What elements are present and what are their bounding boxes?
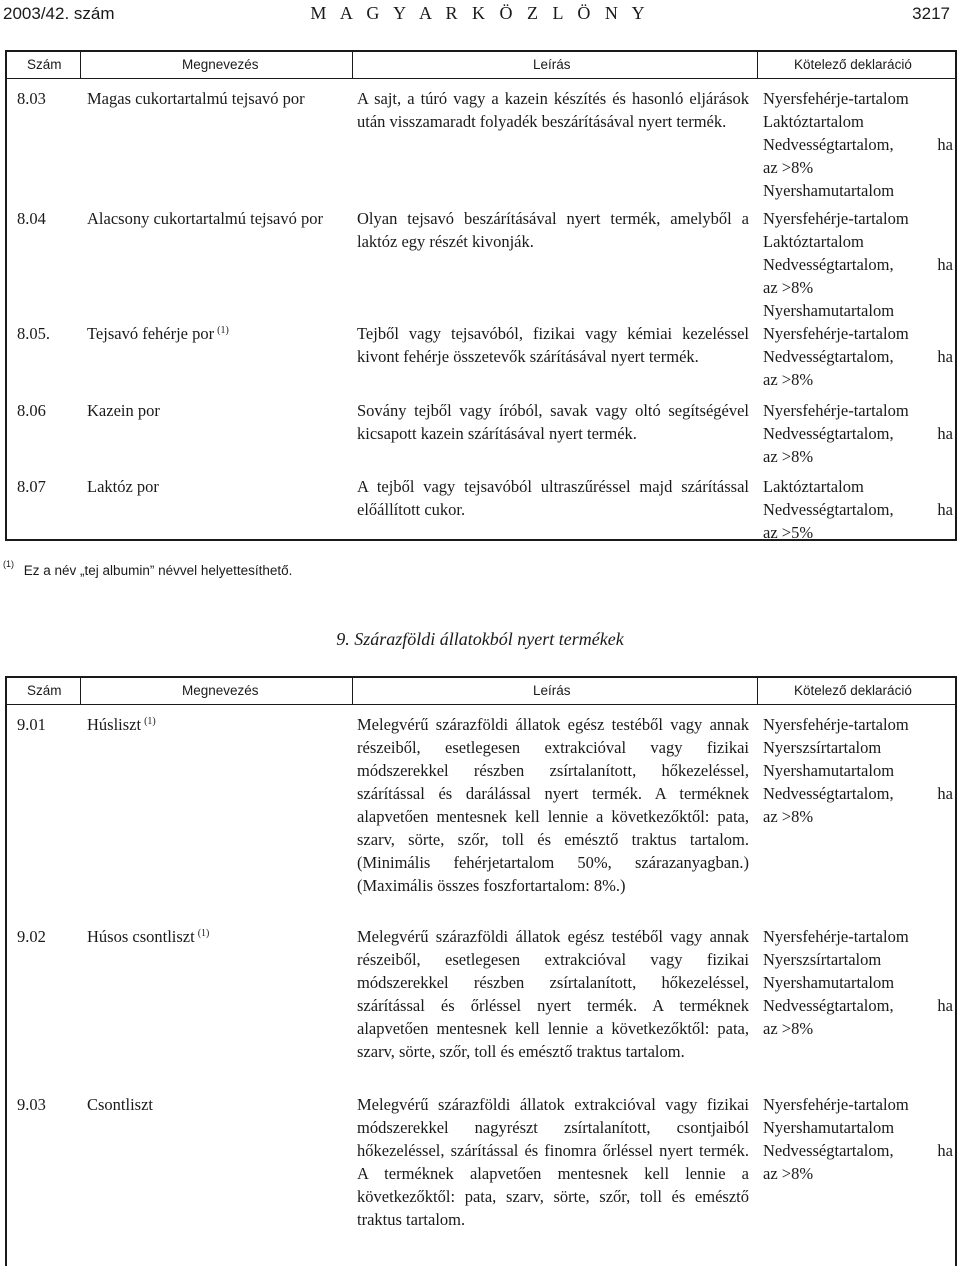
- table-header: [7, 52, 955, 79]
- row-number: 8.05.: [17, 324, 50, 343]
- row-declaration: [763, 322, 953, 391]
- journal-title: M A G Y A R K Ö Z L Ö N Y: [310, 3, 650, 23]
- footnote-text: Ez a név „tej albumin” névvel helyettesíthető.: [23, 563, 293, 578]
- running-header: [0, 0, 960, 30]
- declaration-item: Nedvességtartalom, ha: [763, 255, 953, 274]
- row-name: [87, 713, 349, 736]
- declaration-item: Nedvességtartalom, ha: [763, 135, 953, 154]
- declaration-item: Nyerszsírtartalom: [763, 738, 882, 757]
- declaration-item: Laktóztartalom: [763, 477, 864, 496]
- footnote: [3, 559, 293, 578]
- col-header-decl: Kötelező deklaráció: [794, 57, 912, 72]
- col-header-name: Megnevezés: [182, 683, 259, 698]
- row-name-text: Laktóz por: [87, 477, 159, 496]
- row-number: 9.02: [17, 927, 46, 946]
- declaration-item: az >8%: [763, 370, 814, 389]
- declaration-item: Nyershamutartalom: [763, 1118, 895, 1137]
- row-name-text: Húsos csontliszt: [87, 927, 195, 946]
- row-declaration: [763, 87, 953, 202]
- declaration-item: az >8%: [763, 1019, 814, 1038]
- row-name-text: Csontliszt: [87, 1095, 154, 1114]
- declaration-item: Nyersfehérje-tartalom: [763, 324, 909, 343]
- footnote-mark: (1): [3, 559, 14, 569]
- footnote-ref: (1): [217, 325, 229, 336]
- declaration-item: az >8%: [763, 807, 814, 826]
- page-number: 3217: [912, 4, 950, 23]
- row-name: [87, 399, 349, 422]
- col-header-name: Megnevezés: [182, 57, 259, 72]
- row-name: [87, 322, 349, 345]
- footnote-ref: (1): [197, 928, 210, 939]
- declaration-item: Nedvességtartalom, ha: [763, 1141, 953, 1160]
- row-number: 8.06: [17, 401, 46, 420]
- declaration-item: Nyersfehérje-tartalom: [763, 715, 909, 734]
- row-name-text: Alacsony cukortartalmú tejsavó por: [87, 209, 323, 228]
- section-title: 9. Szárazföldi állatokból nyert termékek: [336, 629, 624, 649]
- col-header-desc: Leírás: [533, 57, 571, 72]
- row-name-text: Kazein por: [87, 401, 160, 420]
- feed-table-8: [5, 50, 957, 541]
- col-header-num: Szám: [27, 683, 62, 698]
- row-description: Sovány tejből vagy íróból, savak vagy oltó segítségével kicsapott kazein szárításával nyert termék.: [357, 401, 749, 443]
- row-declaration: [763, 475, 953, 544]
- row-name-text: Tejsavó fehérje por: [87, 324, 215, 343]
- col-header-desc: Leírás: [533, 683, 571, 698]
- row-description: Olyan tejsavó beszárításával nyert termék, amelyből a laktóz egy részét kivonják.: [357, 209, 749, 251]
- declaration-item: Nyersfehérje-tartalom: [763, 209, 909, 228]
- feed-table-9: [5, 676, 957, 1266]
- row-declaration: [763, 1093, 953, 1185]
- issue-number: 2003/42. szám: [3, 4, 115, 23]
- declaration-item: Nedvességtartalom, ha: [763, 996, 953, 1015]
- declaration-item: Nyersfehérje-tartalom: [763, 927, 909, 946]
- table-header: [7, 678, 955, 705]
- declaration-item: Laktóztartalom: [763, 112, 864, 131]
- row-name: [87, 475, 349, 498]
- row-name: [87, 87, 349, 110]
- declaration-item: Nyersfehérje-tartalom: [763, 401, 909, 420]
- declaration-item: Nyersfehérje-tartalom: [763, 89, 909, 108]
- declaration-item: Nedvességtartalom, ha: [763, 347, 953, 366]
- row-name-text: Húsliszt: [87, 715, 142, 734]
- col-header-decl: Kötelező deklaráció: [794, 683, 912, 698]
- row-name: [87, 1093, 349, 1116]
- declaration-item: az >8%: [763, 1164, 814, 1183]
- declaration-item: az >8%: [763, 278, 814, 297]
- row-number: 8.03: [17, 89, 46, 108]
- declaration-item: Nyersfehérje-tartalom: [763, 1095, 909, 1114]
- row-description: Melegvérű szárazföldi állatok extrakcióval vagy fizikai módszerekkel nagyrészt zsírtalanított, csontjaiból hőkezeléssel, szárítással és finomra őrléssel nyert termék. A terméknek alapvetően mentesnek kell lennie a következőktől: pata, szarv, sörte, szőr, toll és emésztő traktus tartalom.: [357, 1095, 749, 1229]
- declaration-item: Nedvességtartalom, ha: [763, 784, 953, 803]
- row-number: 9.03: [17, 1095, 46, 1114]
- declaration-item: Nyerszsírtartalom: [763, 950, 882, 969]
- declaration-item: Nedvességtartalom, ha: [763, 500, 953, 519]
- row-number: 8.04: [17, 209, 46, 228]
- row-number: 8.07: [17, 477, 46, 496]
- row-description: Melegvérű szárazföldi állatok egész testéből vagy annak részeiből, esetlegesen extrakcióval vagy fizikai módszerekkel részben zsírtalanított, hőkezeléssel, szárítással és darálással nyert termék. A terméknek alapvetően mentesnek kell lennie a következőktől: pata, szarv, sörte, szőr, toll és emésztő traktus tartalom. (Minimális fehérjetartalom 50%, szárazanyagban.) (Maximális összes foszfortartalom: 8%.): [357, 715, 749, 895]
- row-description: Tejből vagy tejsavóból, fizikai vagy kémiai kezeléssel kivont fehérje összetevők szárításával nyert termék.: [357, 324, 749, 366]
- row-description: Melegvérű szárazföldi állatok egész testéből vagy annak részeiből, esetlegesen extrakcióval vagy fizikai módszerekkel részben zsírtalanított, hőkezeléssel, szárítással és őrléssel nyert termék. A terméknek alapvetően mentesnek kell lennie a következőktől: pata, szarv, sörte, szőr, toll és emésztő traktus tartalom.: [357, 927, 749, 1061]
- declaration-item: Laktóztartalom: [763, 232, 864, 251]
- footnote-ref: (1): [144, 716, 156, 727]
- row-number: 9.01: [17, 715, 46, 734]
- declaration-item: az >8%: [763, 447, 814, 466]
- col-header-num: Szám: [27, 57, 62, 72]
- row-name: [87, 207, 349, 230]
- row-description: A tejből vagy tejsavóból ultraszűréssel majd szárítással előállított cukor.: [357, 477, 749, 519]
- declaration-item: az >8%: [763, 158, 814, 177]
- declaration-item: Nyershamutartalom: [763, 301, 895, 320]
- row-declaration: [763, 925, 953, 1040]
- row-name: [87, 925, 349, 948]
- row-declaration: [763, 713, 953, 828]
- row-name-text: Magas cukortartalmú tejsavó por: [87, 89, 305, 108]
- declaration-item: Nyershamutartalom: [763, 761, 895, 780]
- row-declaration: [763, 207, 953, 322]
- declaration-item: Nyershamutartalom: [763, 973, 895, 992]
- row-description: A sajt, a túró vagy a kazein készítés és hasonló eljárások után visszamaradt folyadék beszárításával nyert termék.: [357, 89, 749, 131]
- declaration-item: Nyershamutartalom: [763, 181, 895, 200]
- declaration-item: az >5%: [763, 523, 814, 542]
- declaration-item: Nedvességtartalom, ha: [763, 424, 953, 443]
- row-declaration: [763, 399, 953, 468]
